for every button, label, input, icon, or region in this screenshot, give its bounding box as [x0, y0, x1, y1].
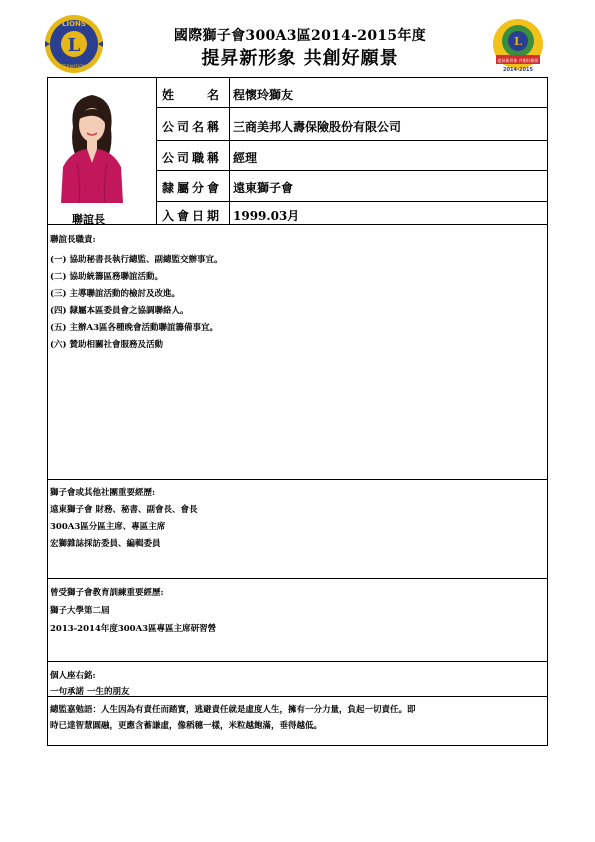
role-title: 聯誼長: [72, 213, 105, 226]
field-label-club: 隸屬分會: [162, 181, 223, 195]
page-title-line1: 國際獅子會300A3區2014-2015年度: [173, 28, 427, 44]
duty-item: (一) 協助秘書長執行總監、副總監交辦事宜。: [50, 255, 223, 265]
field-label-company: 公司名稱: [162, 120, 223, 134]
theme-logo-banner: 提昇新形象 共創好願景: [497, 58, 539, 63]
logo-text-bottom: INTERNATIONAL: [57, 64, 91, 69]
divider: [47, 578, 548, 579]
divider: [156, 107, 548, 108]
field-value-name: 程懷玲獅友: [233, 88, 294, 102]
member-photo: [57, 83, 127, 203]
divider: [47, 224, 548, 225]
field-value-job-title: 經理: [233, 151, 258, 165]
divider: [156, 201, 548, 202]
training-item: 獅子大學第二屆: [50, 606, 110, 616]
svg-text:L: L: [67, 35, 81, 56]
divider: [47, 479, 548, 480]
divider: [47, 661, 548, 662]
divider: [156, 140, 548, 141]
duty-item: (四) 隸屬本區委員會之協調聯絡人。: [50, 306, 189, 316]
field-label-job-title: 公司職稱: [162, 151, 223, 165]
field-value-company: 三商美邦人壽保險股份有限公司: [233, 120, 402, 134]
motto-heading: 個人座右銘:: [50, 671, 96, 681]
motto-text: 一句承諾 一生的朋友: [50, 687, 130, 697]
divider: [156, 170, 548, 171]
field-value-join-date: 1999.03月: [233, 209, 300, 223]
experience-item: 遠東獅子會 財務、秘書、副會長、會長: [50, 505, 198, 515]
encouragement-line1: 總監嘉勉語：人生因為有責任而踏實，逃避責任就是虛度人生，擁有一分力量，負起一切責任。即: [50, 705, 416, 715]
training-heading: 曾受獅子會教育訓練重要經歷:: [50, 588, 164, 598]
field-label-join-date: 入會日期: [162, 209, 223, 223]
experience-item: 宏獅雜誌採訪委員、編輯委員: [50, 539, 161, 549]
logo-text-top: LIONS: [62, 20, 86, 28]
district-theme-logo: [490, 18, 546, 74]
experience-heading: 獅子會或其他社團重要經歷:: [50, 488, 156, 498]
field-value-club: 遠東獅子會: [233, 181, 294, 195]
duty-item: (三) 主導聯誼活動的檢討及改進。: [50, 289, 181, 299]
field-label-name: 姓 名: [162, 88, 223, 102]
svg-text:L: L: [514, 35, 522, 48]
page-title-line2: 提昇新形象 共創好願景: [201, 48, 399, 69]
lions-international-logo: [44, 14, 104, 74]
duty-item: (五) 主辦A3區各種晚會活動聯誼籌備事宜。: [50, 323, 219, 333]
training-item: 2013-2014年度300A3區專區主席研習營: [50, 624, 217, 634]
duty-item: (二) 協助統籌區務聯誼活動。: [50, 272, 164, 282]
experience-item: 300A3區分區主席、專區主席: [50, 522, 166, 532]
page-header: [0, 0, 595, 76]
theme-logo-year: 2014-2015: [503, 67, 533, 73]
duties-heading: 聯誼長職責:: [50, 235, 96, 245]
duty-item: (六) 贊助相關社會服務及活動: [50, 340, 164, 350]
encouragement-line2: 時已達智慧圓融，更應含蓄謙虛，像稻穗一樣，米粒越飽滿，垂得越低。: [50, 721, 323, 731]
